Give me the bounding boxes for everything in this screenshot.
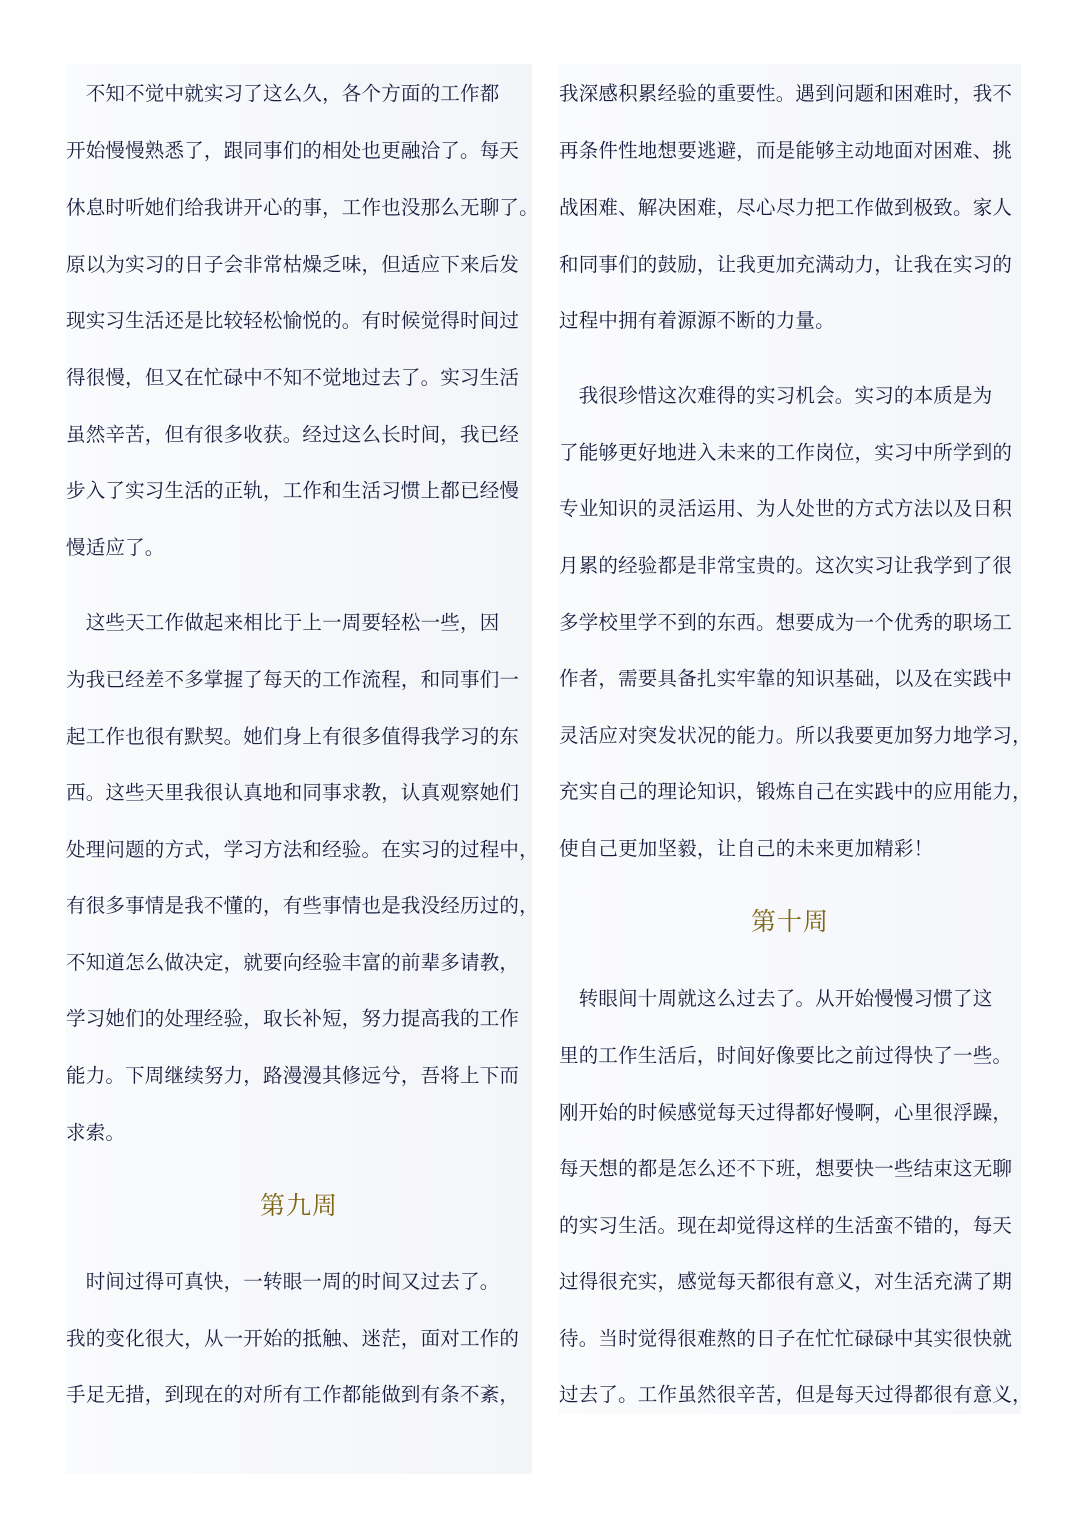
paragraph-line: 我深感积累经验的重要性。遇到问题和困难时，我不 [559, 82, 1013, 105]
paragraph-line: 使自己更加坚毅，让自己的未来更加精彩！ [559, 837, 934, 860]
paragraph-line: 步入了实习生活的正轨，工作和生活习惯上都已经慢 [66, 479, 520, 502]
paragraph-line: 西。这些天里我很认真地和同事求教，认真观察她们 [66, 781, 520, 804]
paragraph-line: 为我已经差不多掌握了每天的工作流程，和同事们一 [66, 668, 520, 691]
paragraph-line: 我的变化很大，从一开始的抵触、迷茫，面对工作的 [66, 1327, 520, 1350]
paragraph-line: 灵活应对突发状况的能力。所以我要更加努力地学习， [559, 724, 1032, 747]
paragraph-line: 充实自己的理论知识，锻炼自己在实践中的应用能力， [559, 780, 1032, 803]
paragraph-line: 处理问题的方式，学习方法和经验。在实习的过程中， [66, 838, 539, 861]
paragraph-line: 不知道怎么做决定，就要向经验丰富的前辈多请教， [66, 951, 520, 974]
paragraph-line: 待。当时觉得很难熬的日子在忙忙碌碌中其实很快就 [559, 1327, 1013, 1350]
paragraph-line: 虽然辛苦，但有很多收获。经过这么长时间，我已经 [66, 423, 520, 446]
paragraph-line: 过得很充实，感觉每天都很有意义，对生活充满了期 [559, 1270, 1013, 1293]
paragraph-line: 开始慢慢熟悉了，跟同事们的相处也更融洽了。每天 [66, 139, 520, 162]
paragraph-line: 转眼间十周就这么过去了。从开始慢慢习惯了这 [559, 987, 993, 1010]
section-heading-week10: 第十周 [750, 907, 829, 936]
paragraph-line: 休息时听她们给我讲开心的事，工作也没那么无聊了。 [66, 196, 539, 219]
paragraph-line: 作者，需要具备扎实牢靠的知识基础，以及在实践中 [559, 667, 1013, 690]
paragraph-line: 现实习生活还是比较轻松愉悦的。有时候觉得时间过 [66, 309, 520, 332]
paragraph-line: 时间过得可真快，一转眼一周的时间又过去了。 [66, 1270, 500, 1293]
paragraph-line: 月累的经验都是非常宝贵的。这次实习让我学到了很 [559, 554, 1013, 577]
paragraph-line: 过程中拥有着源源不断的力量。 [559, 309, 835, 332]
paragraph-line: 过去了。工作虽然很辛苦，但是每天过得都很有意义， [559, 1383, 1032, 1406]
paragraph-line: 能力。下周继续努力，路漫漫其修远兮，吾将上下而 [66, 1064, 520, 1087]
paragraph-line: 起工作也很有默契。她们身上有很多值得我学习的东 [66, 725, 520, 748]
paragraph-line: 的实习生活。现在却觉得这样的生活蛮不错的，每天 [559, 1214, 1013, 1237]
paragraph-line: 刚开始的时候感觉每天过得都好慢啊，心里很浮躁， [559, 1101, 1013, 1124]
paragraph-line: 原以为实习的日子会非常枯燥乏味，但适应下来后发 [66, 253, 520, 276]
paragraph-line: 每天想的都是怎么还不下班，想要快一些结束这无聊 [559, 1157, 1013, 1180]
paragraph-line: 多学校里学不到的东西。想要成为一个优秀的职场工 [559, 611, 1013, 634]
paragraph-line: 慢适应了。 [66, 536, 165, 559]
right-column [559, 64, 1032, 1414]
paragraph-line: 得很慢，但又在忙碌中不知不觉地过去了。实习生活 [66, 366, 520, 389]
paragraph-line: 战困难、解决困难，尽心尽力把工作做到极致。家人 [559, 196, 1013, 219]
paragraph-line: 不知不觉中就实习了这么久，各个方面的工作都 [66, 82, 500, 105]
left-column [66, 64, 539, 1474]
paragraph-line: 和同事们的鼓励，让我更加充满动力，让我在实习的 [559, 253, 1013, 276]
paragraph-line: 我很珍惜这次难得的实习机会。实习的本质是为 [559, 384, 993, 407]
paragraph-line: 再条件性地想要逃避，而是能够主动地面对困难、挑 [559, 139, 1013, 162]
paragraph-line: 专业知识的灵活运用、为人处世的方式方法以及日积 [559, 497, 1013, 520]
paragraph-line: 有很多事情是我不懂的，有些事情也是我没经历过的， [66, 894, 539, 917]
paragraph-line: 里的工作生活后，时间好像要比之前过得快了一些。 [559, 1044, 1013, 1067]
paragraph-line: 学习她们的处理经验，取长补短，努力提高我的工作 [66, 1007, 520, 1030]
paragraph-line: 手足无措，到现在的对所有工作都能做到有条不紊， [66, 1383, 520, 1406]
section-heading-week9: 第九周 [259, 1191, 338, 1220]
paragraph-line: 求索。 [66, 1121, 126, 1144]
paragraph-line: 这些天工作做起来相比于上一周要轻松一些，因 [66, 611, 500, 634]
paragraph-line: 了能够更好地进入未来的工作岗位，实习中所学到的 [559, 441, 1013, 464]
